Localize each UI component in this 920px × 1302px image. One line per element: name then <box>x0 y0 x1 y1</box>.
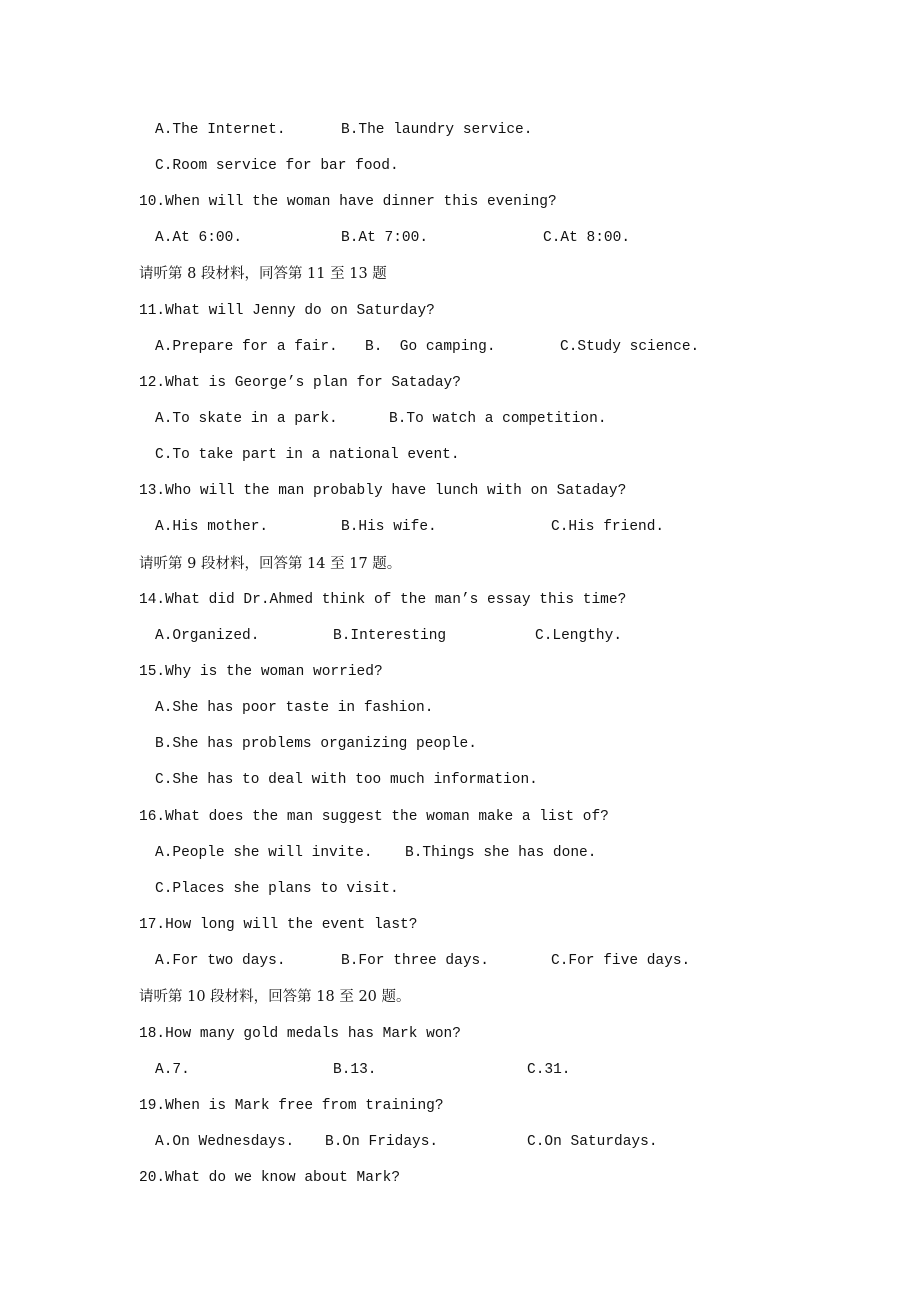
question-text: 10.When will the woman have dinner this evening? <box>139 194 557 210</box>
option-text: B.His wife. <box>341 519 437 535</box>
option-text: A.For two days. <box>155 953 286 969</box>
option-text: A.7. <box>155 1062 190 1078</box>
option-text: A.Prepare for a fair. <box>155 339 338 355</box>
question-text: 19.When is Mark free from training? <box>139 1098 444 1114</box>
option-text: A.Organized. <box>155 628 260 644</box>
question-text: 17.How long will the event last? <box>139 917 418 933</box>
section-instruction: 请听第 8 段材料，同答第 11 至 13 题 <box>139 266 387 282</box>
section-instruction: 请听第 10 段材料，回答第 18 至 20 题。 <box>139 989 411 1005</box>
option-text: A.His mother. <box>155 519 269 535</box>
option-text: B.At 7:00. <box>341 230 429 246</box>
question-text: 18.How many gold medals has Mark won? <box>139 1026 461 1042</box>
option-text: B.Things she has done. <box>405 845 597 861</box>
option-text: B.For three days. <box>341 953 489 969</box>
option-text: C.To take part in a national event. <box>155 447 460 463</box>
option-text: C.31. <box>527 1062 571 1078</box>
question-text: 20.What do we know about Mark? <box>139 1170 401 1186</box>
option-text: C.On Saturdays. <box>527 1134 658 1150</box>
option-text: C.His friend. <box>551 519 665 535</box>
option-text: A.She has poor taste in fashion. <box>155 700 434 716</box>
option-text: B.She has problems organizing people. <box>155 736 477 752</box>
question-text: 14.What did Dr.Ahmed think of the man’s essay this time? <box>139 592 627 608</box>
option-text: A.At 6:00. <box>155 230 243 246</box>
option-text: B.On Fridays. <box>325 1134 439 1150</box>
option-text: A.People she will invite. <box>155 845 373 861</box>
option-text: C.For five days. <box>551 953 691 969</box>
question-text: 12.What is George’s plan for Sataday? <box>139 375 461 391</box>
option-text: A.On Wednesdays. <box>155 1134 295 1150</box>
option-text: B.To watch a competition. <box>389 411 607 427</box>
option-text: B.Interesting <box>333 628 447 644</box>
question-text: 13.Who will the man probably have lunch with on Sataday? <box>139 483 627 499</box>
section-instruction: 请听第 9 段材料，回答第 14 至 17 题。 <box>139 556 402 572</box>
option-text: A.The Internet. <box>155 122 286 138</box>
option-text: C.At 8:00. <box>543 230 631 246</box>
question-text: 15.Why is the woman worried? <box>139 664 383 680</box>
option-text: C.Places she plans to visit. <box>155 881 399 897</box>
option-text: C.Room service for bar food. <box>155 158 399 174</box>
option-text: C.She has to deal with too much information. <box>155 772 538 788</box>
option-text: C.Study science. <box>560 339 700 355</box>
option-text: A.To skate in a park. <box>155 411 338 427</box>
option-text: B. Go camping. <box>365 339 496 355</box>
option-text: B.The laundry service. <box>341 122 533 138</box>
option-text: C.Lengthy. <box>535 628 623 644</box>
question-text: 11.What will Jenny do on Saturday? <box>139 303 435 319</box>
option-text: B.13. <box>333 1062 377 1078</box>
question-text: 16.What does the man suggest the woman make a list of? <box>139 809 609 825</box>
